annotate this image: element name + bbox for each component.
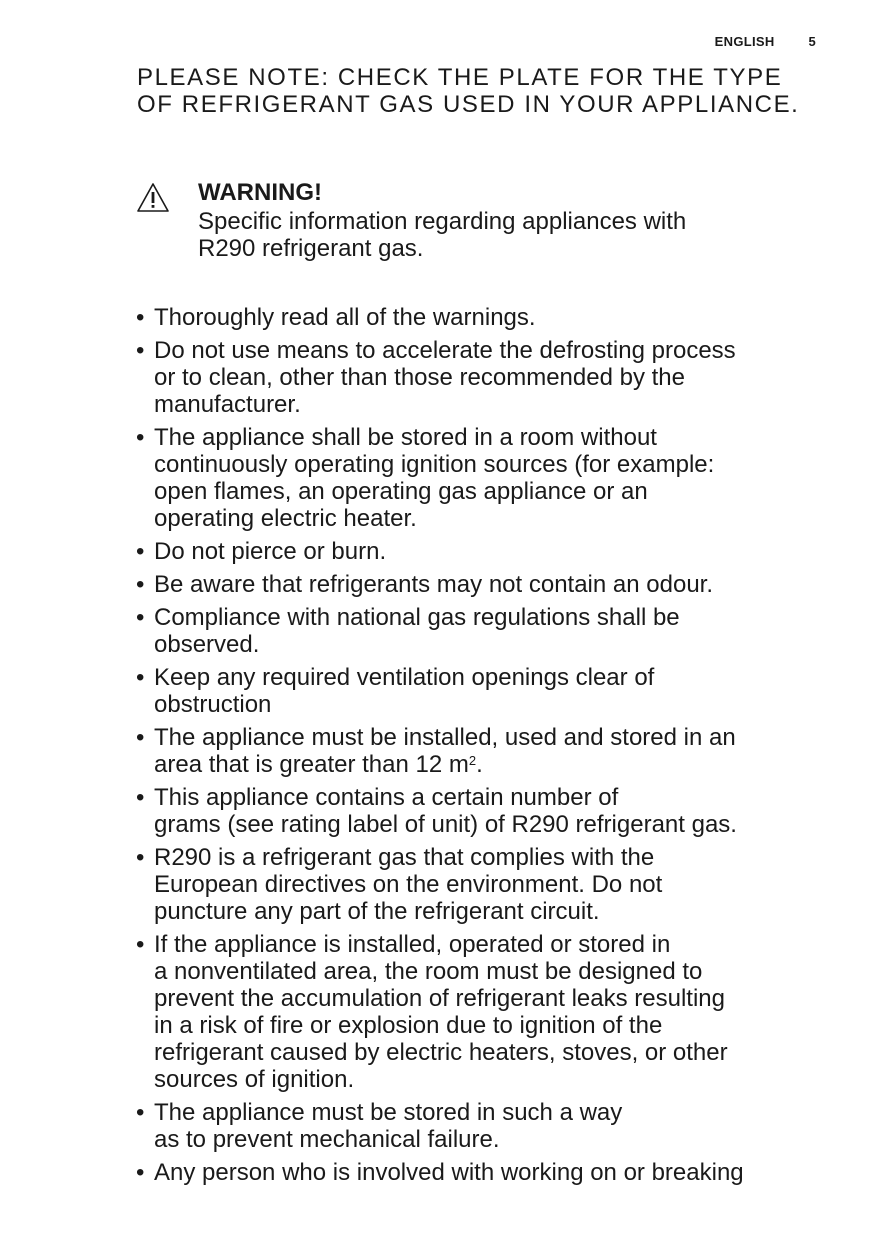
bullet-line: operating electric heater. [154, 505, 417, 532]
bullet-item [136, 1099, 836, 1153]
bullet-line: open flames, an operating gas appliance or an [154, 478, 648, 505]
note-line: PLEASE NOTE: CHECK THE PLATE FOR THE TYPE [137, 64, 783, 91]
page-header [715, 34, 816, 49]
warning-text [198, 208, 686, 262]
bullet-line: continuously operating ignition sources (for example: [154, 451, 715, 478]
bullet-line-suffix: . [476, 751, 483, 778]
bullet-item [136, 604, 836, 658]
bullet-line: obstruction [154, 691, 272, 718]
bullet-line: If the appliance is installed, operated or stored in [154, 931, 671, 958]
bullet-item [136, 664, 836, 718]
page-number: 5 [808, 34, 816, 49]
bullet-line: grams (see rating label of unit) of R290 refrigerant gas. [154, 811, 737, 838]
bullet-line: a nonventilated area, the room must be designed to [154, 958, 703, 985]
warning-triangle-icon [136, 182, 170, 214]
safety-bullet-list [136, 304, 836, 1192]
note-line: OF REFRIGERANT GAS USED IN YOUR APPLIANCE. [137, 91, 800, 118]
bullet-item [136, 424, 836, 532]
bullet-line: Any person who is involved with working on or breaking [154, 1159, 744, 1186]
bullet-item [136, 1159, 836, 1186]
bullet-line: Do not pierce or burn. [154, 538, 387, 565]
bullet-item [136, 304, 836, 331]
bullet-dot-icon: • [136, 784, 145, 811]
bullet-item [136, 571, 836, 598]
bullet-item [136, 538, 836, 565]
warning-text-line: Specific information regarding appliances with [198, 208, 687, 235]
refrigerant-note [137, 64, 837, 118]
bullet-line: Do not use means to accelerate the defrosting process [154, 337, 736, 364]
bullet-line: The appliance shall be stored in a room without [154, 424, 657, 451]
bullet-dot-icon: • [136, 1099, 145, 1126]
bullet-dot-icon: • [136, 604, 145, 631]
warning-text-line: R290 refrigerant gas. [198, 235, 424, 262]
language-label: ENGLISH [714, 34, 775, 49]
bullet-dot-icon: • [136, 844, 145, 871]
bullet-line: sources of ignition. [154, 1066, 355, 1093]
bullet-dot-icon: • [136, 931, 145, 958]
bullet-dot-icon: • [136, 1159, 145, 1186]
bullet-line: This appliance contains a certain number of [154, 784, 619, 811]
bullet-dot-icon: • [136, 304, 145, 331]
bullet-dot-icon: • [136, 337, 145, 364]
bullet-item [136, 724, 836, 778]
bullet-line-wrap [154, 751, 836, 778]
bullet-line: R290 is a refrigerant gas that complies with the [154, 844, 655, 871]
bullet-dot-icon: • [136, 571, 145, 598]
bullet-line: puncture any part of the refrigerant circuit. [154, 898, 600, 925]
bullet-line: European directives on the environment. Do not [154, 871, 663, 898]
bullet-dot-icon: • [136, 724, 145, 751]
bullet-line: observed. [154, 631, 260, 658]
bullet-item [136, 784, 836, 838]
bullet-line: Compliance with national gas regulations shall be [154, 604, 680, 631]
bullet-line: or to clean, other than those recommended by the [154, 364, 685, 391]
bullet-item [136, 844, 836, 925]
bullet-line: as to prevent mechanical failure. [154, 1126, 500, 1153]
bullet-line: The appliance must be stored in such a way [154, 1099, 623, 1126]
bullet-line: in a risk of fire or explosion due to ignition of the [154, 1012, 663, 1039]
bullet-line: refrigerant caused by electric heaters, stoves, or other [154, 1039, 728, 1066]
bullet-dot-icon: • [136, 664, 145, 691]
bullet-line: Thoroughly read all of the warnings. [154, 304, 536, 331]
bullet-line: prevent the accumulation of refrigerant leaks resulting [154, 985, 725, 1012]
bullet-line: Keep any required ventilation openings clear of [154, 664, 655, 691]
bullet-dot-icon: • [136, 424, 145, 451]
warning-title: WARNING! [198, 179, 322, 206]
bullet-line: area that is greater than 12 m [154, 751, 469, 778]
bullet-line: The appliance must be installed, used and stored in an [154, 724, 736, 751]
bullet-dot-icon: • [136, 538, 145, 565]
bullet-line: manufacturer. [154, 391, 301, 418]
bullet-line: Be aware that refrigerants may not contain an odour. [154, 571, 713, 598]
bullet-item [136, 931, 836, 1093]
superscript: 2 [468, 753, 477, 768]
bullet-item [136, 337, 836, 418]
